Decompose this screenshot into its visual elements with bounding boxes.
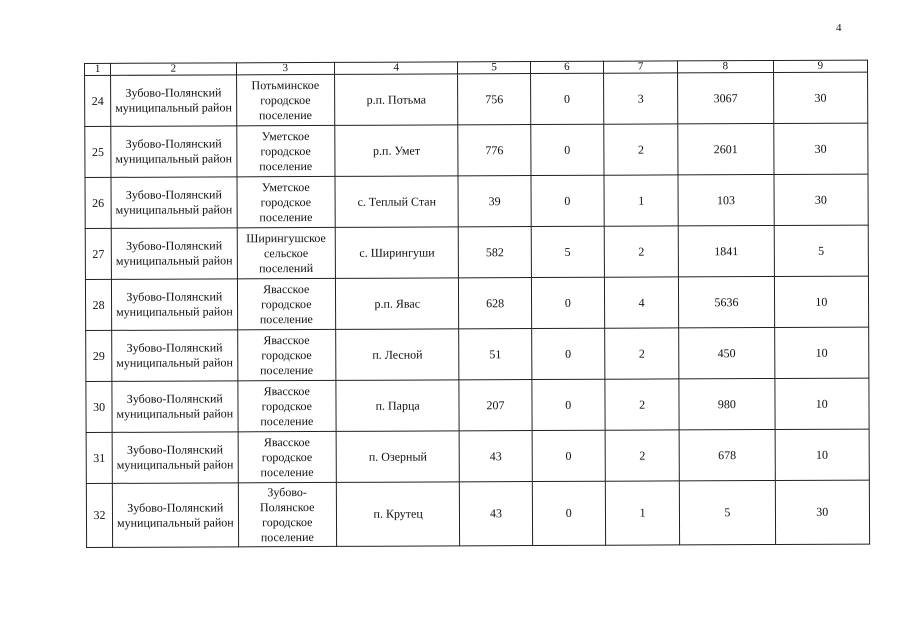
column-header: 6 [530,61,603,73]
value-cell: 5 [774,225,869,276]
row-number: 24 [85,75,111,126]
locality-cell: п. Крутец [336,482,460,547]
value-cell: 0 [531,328,604,379]
value-cell: 103 [678,174,774,225]
column-header: 5 [458,62,530,74]
value-cell: 2 [605,379,680,430]
row-number: 27 [85,228,111,279]
value-cell: 3 [603,73,678,124]
value-cell: 450 [679,327,775,378]
value-cell: 0 [530,124,603,175]
settlement-cell: Уметское городское поселение [236,125,335,176]
value-cell: 582 [459,227,531,278]
district-cell: Зубово-Полянский муниципальный район [111,126,237,178]
settlement-cell: Ширингушское сельское поселений [237,227,336,278]
value-cell: 5 [531,226,604,277]
row-number: 30 [86,381,112,432]
table-row [85,174,868,228]
value-cell: 39 [458,176,530,227]
value-cell: 4 [604,277,679,328]
district-cell: Зубово-Полянский муниципальный район [112,330,238,382]
value-cell: 43 [460,431,532,482]
value-cell: 0 [532,379,605,430]
column-header: 7 [603,61,677,73]
value-cell: 10 [774,327,869,378]
settlement-cell: Явасское городское поселение [237,380,336,431]
value-cell: 5636 [679,276,775,327]
district-cell: Зубово-Полянский муниципальный район [111,75,237,127]
table-row [86,327,869,381]
settlement-cell: Явасское городское поселение [238,431,337,482]
value-cell: 1 [604,175,679,226]
locality-cell: с. Теплый Стан [335,176,459,228]
column-header: 2 [111,63,237,76]
table-row [86,480,869,547]
row-number: 31 [86,432,112,483]
value-cell: 51 [459,329,531,380]
value-cell: 0 [530,73,603,124]
value-cell: 0 [532,430,605,481]
row-number: 26 [85,177,111,228]
value-cell: 0 [531,277,604,328]
value-cell: 30 [775,480,870,544]
value-cell: 10 [774,276,869,327]
value-cell: 1 [605,481,680,545]
district-cell: Зубово-Полянский муниципальный район [112,432,238,484]
locality-cell: р.п. Явас [335,278,459,330]
column-header: 4 [334,62,458,75]
value-cell: 30 [773,123,868,174]
page-number: 4 [836,22,842,34]
value-cell: 30 [773,72,868,123]
table-row [86,378,869,432]
district-cell: Зубово-Полянский муниципальный район [111,228,237,280]
value-cell: 756 [458,74,530,125]
value-cell: 2 [605,328,680,379]
value-cell: 2 [604,124,679,175]
row-number: 29 [86,330,112,381]
settlement-cell: Потьминское городское поселение [236,74,335,125]
data-table [84,60,870,548]
column-header: 3 [236,62,334,74]
locality-cell: п. Парца [336,380,460,432]
value-cell: 5 [680,480,776,544]
value-cell: 10 [775,429,870,480]
value-cell: 678 [679,429,775,480]
value-cell: 2 [604,226,679,277]
table-row [85,225,868,279]
settlement-cell: Явасское городское поселение [237,278,336,329]
district-cell: Зубово-Полянский муниципальный район [111,177,237,229]
column-header: 9 [773,60,867,72]
value-cell: 43 [460,482,533,546]
locality-cell: п. Лесной [336,329,460,381]
settlement-cell: Уметское городское поселение [237,176,336,227]
district-cell: Зубово-Полянский муниципальный район [112,483,238,548]
row-number: 28 [85,279,111,330]
locality-cell: р.п. Потьма [334,74,458,126]
value-cell: 0 [531,175,604,226]
column-header: 8 [678,60,773,72]
value-cell: 1841 [678,225,774,276]
table-row [85,123,868,177]
settlement-cell: Зубово-Полянское городское поселение [238,482,337,546]
column-header: 1 [85,63,111,75]
table-row [85,72,868,126]
table-row [86,429,869,483]
value-cell: 0 [532,481,606,545]
value-cell: 10 [774,378,869,429]
settlement-cell: Явасское городское поселение [237,329,336,380]
row-number: 25 [85,126,111,177]
district-cell: Зубово-Полянский муниципальный район [112,381,238,433]
value-cell: 3067 [678,72,774,123]
locality-cell: р.п. Умет [335,125,459,177]
locality-cell: с. Ширингуши [335,227,459,279]
value-cell: 776 [458,125,530,176]
locality-cell: п. Озерный [336,431,460,483]
value-cell: 2601 [678,123,774,174]
value-cell: 2 [605,430,680,481]
value-cell: 980 [679,378,775,429]
value-cell: 628 [459,278,531,329]
value-cell: 30 [774,174,869,225]
table-row [85,276,868,330]
district-cell: Зубово-Полянский муниципальный район [112,279,238,331]
row-number: 32 [86,483,112,547]
value-cell: 207 [459,380,531,431]
